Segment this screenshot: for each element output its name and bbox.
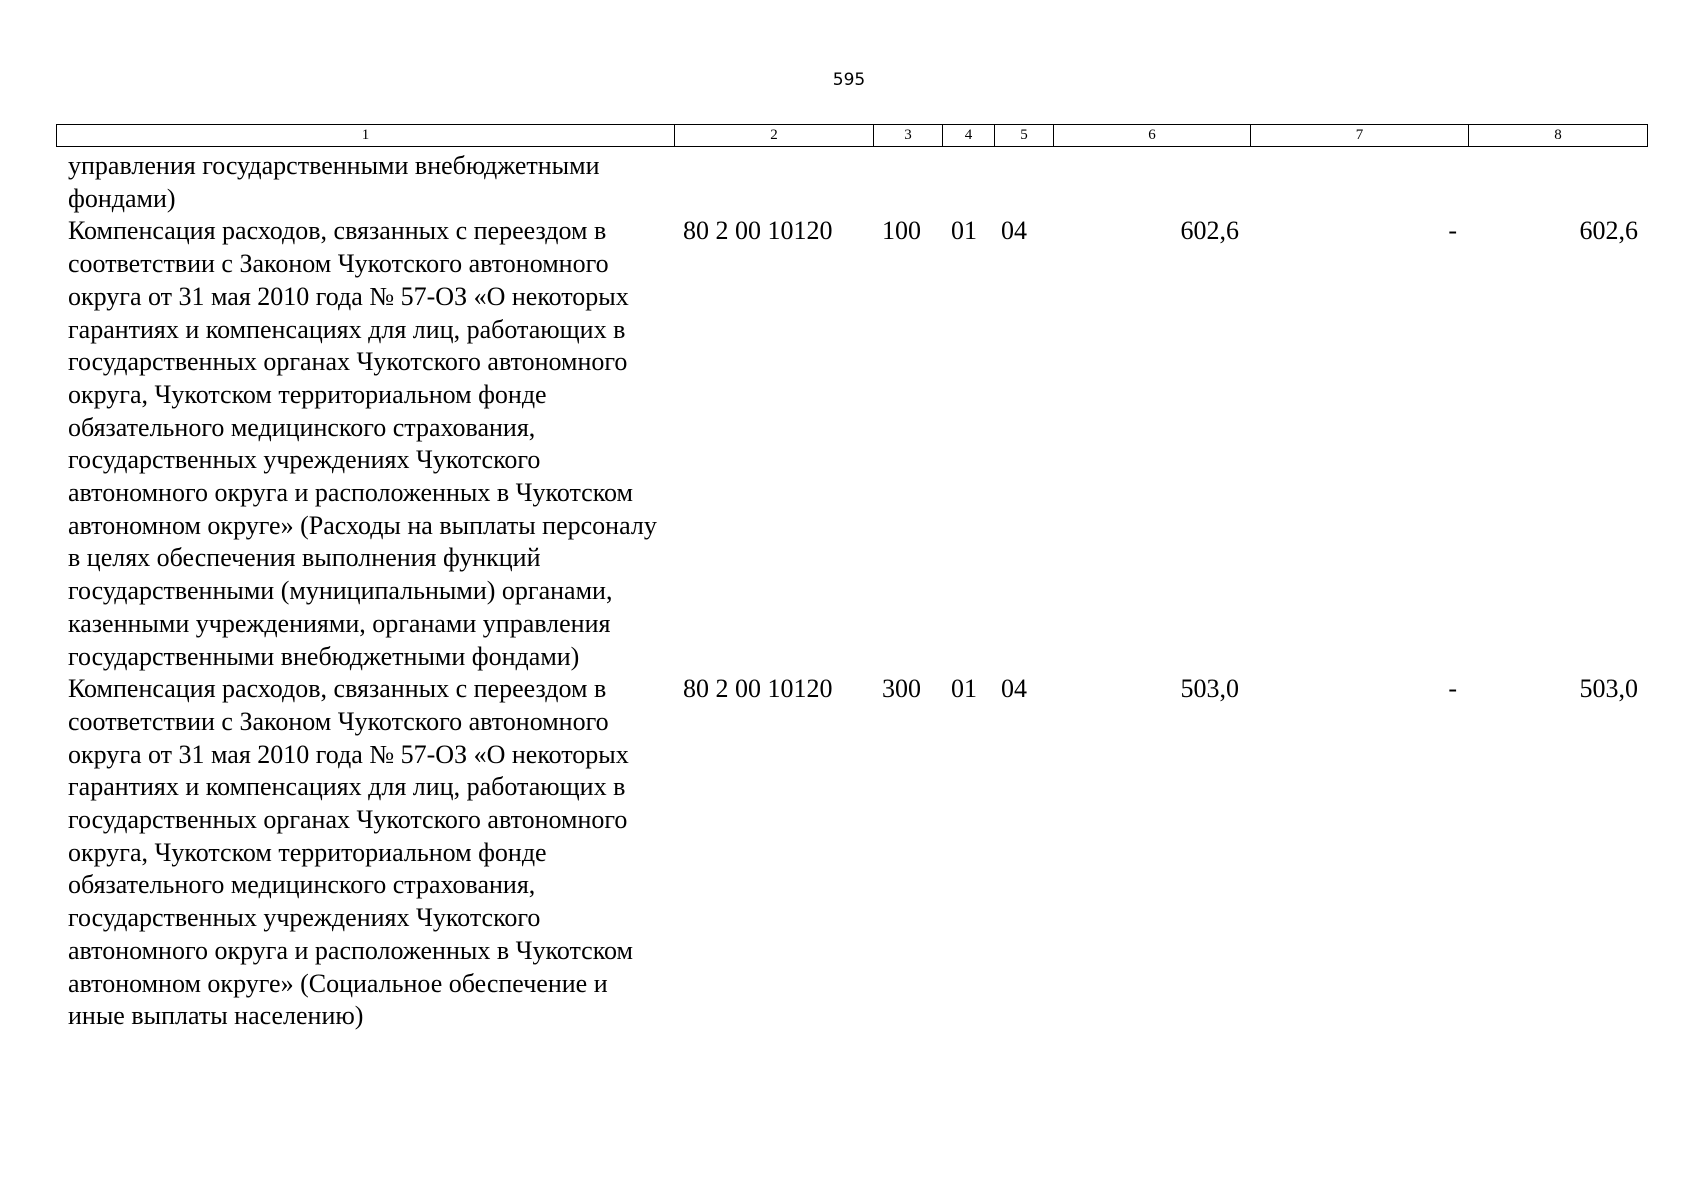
header-col-7: 7 bbox=[1250, 125, 1468, 146]
row-sum bbox=[1052, 150, 1249, 215]
table-row bbox=[56, 673, 1648, 1033]
row-sum: 602,6 bbox=[1180, 216, 1239, 246]
row-code: 80 2 00 10120 bbox=[683, 216, 833, 246]
row-sum: 503,0 bbox=[1180, 674, 1239, 704]
row-total: 602,6 bbox=[1579, 216, 1638, 246]
row-description: Компенсация расходов, связанных с переездом в соответствии с Законом Чукотского автономного округа от 31 мая 2010 года № 57-ОЗ «О некоторых гарантиях и компенсациях для лиц, работающих в государственных органах Чукотского автономного округа, Чукотском территориальном фонде обязательного медицинского страхования, государственных учреждениях Чукотского автономного округа и расположенных в Чукотском автономном округе» (Социальное обеспечение и иные выплаты населению) bbox=[68, 674, 633, 1031]
row-change bbox=[1249, 150, 1467, 215]
row-pr: 04 bbox=[1001, 674, 1027, 704]
row-code bbox=[673, 150, 872, 215]
row-vr bbox=[872, 150, 941, 215]
row-total bbox=[1467, 150, 1648, 215]
row-vr: 100 bbox=[882, 216, 921, 246]
table-row bbox=[56, 150, 1648, 215]
header-col-1: 1 bbox=[361, 127, 370, 143]
header-col-6: 6 bbox=[1053, 125, 1250, 146]
row-change: - bbox=[1448, 216, 1457, 246]
page-number: 595 bbox=[832, 70, 866, 90]
row-code: 80 2 00 10120 bbox=[683, 674, 833, 704]
header-col-5: 5 bbox=[994, 125, 1053, 146]
table-row bbox=[56, 215, 1648, 673]
header-col-2: 2 bbox=[674, 125, 873, 146]
row-total: 503,0 bbox=[1579, 674, 1638, 704]
row-rz: 01 bbox=[951, 674, 977, 704]
table-body bbox=[56, 150, 1648, 1033]
header-col-3: 3 bbox=[873, 125, 942, 146]
row-description: Компенсация расходов, связанных с переездом в соответствии с Законом Чукотского автономного округа от 31 мая 2010 года № 57-ОЗ «О некоторых гарантиях и компенсациях для лиц, работающих в государственных органах Чукотского автономного округа, Чукотском территориальном фонде обязательного медицинского страхования, государственных учреждениях Чукотского автономного округа и расположенных в Чукотском автономном округе» (Расходы на выплаты персоналу в целях обеспечения выполнения функций государственными (муниципальными) органами, казенными учреждениями, органами управления государственными внебюджетными фондами) bbox=[68, 216, 657, 671]
header-col-4: 4 bbox=[942, 125, 994, 146]
row-pr bbox=[993, 150, 1052, 215]
table-header bbox=[56, 124, 1648, 147]
row-rz bbox=[941, 150, 993, 215]
row-description: управления государственными внебюджетными фондами) bbox=[68, 151, 600, 213]
row-vr: 300 bbox=[882, 674, 921, 704]
row-pr: 04 bbox=[1001, 216, 1027, 246]
header-col-8: 8 bbox=[1468, 125, 1647, 146]
row-change: - bbox=[1448, 674, 1457, 704]
row-rz: 01 bbox=[951, 216, 977, 246]
